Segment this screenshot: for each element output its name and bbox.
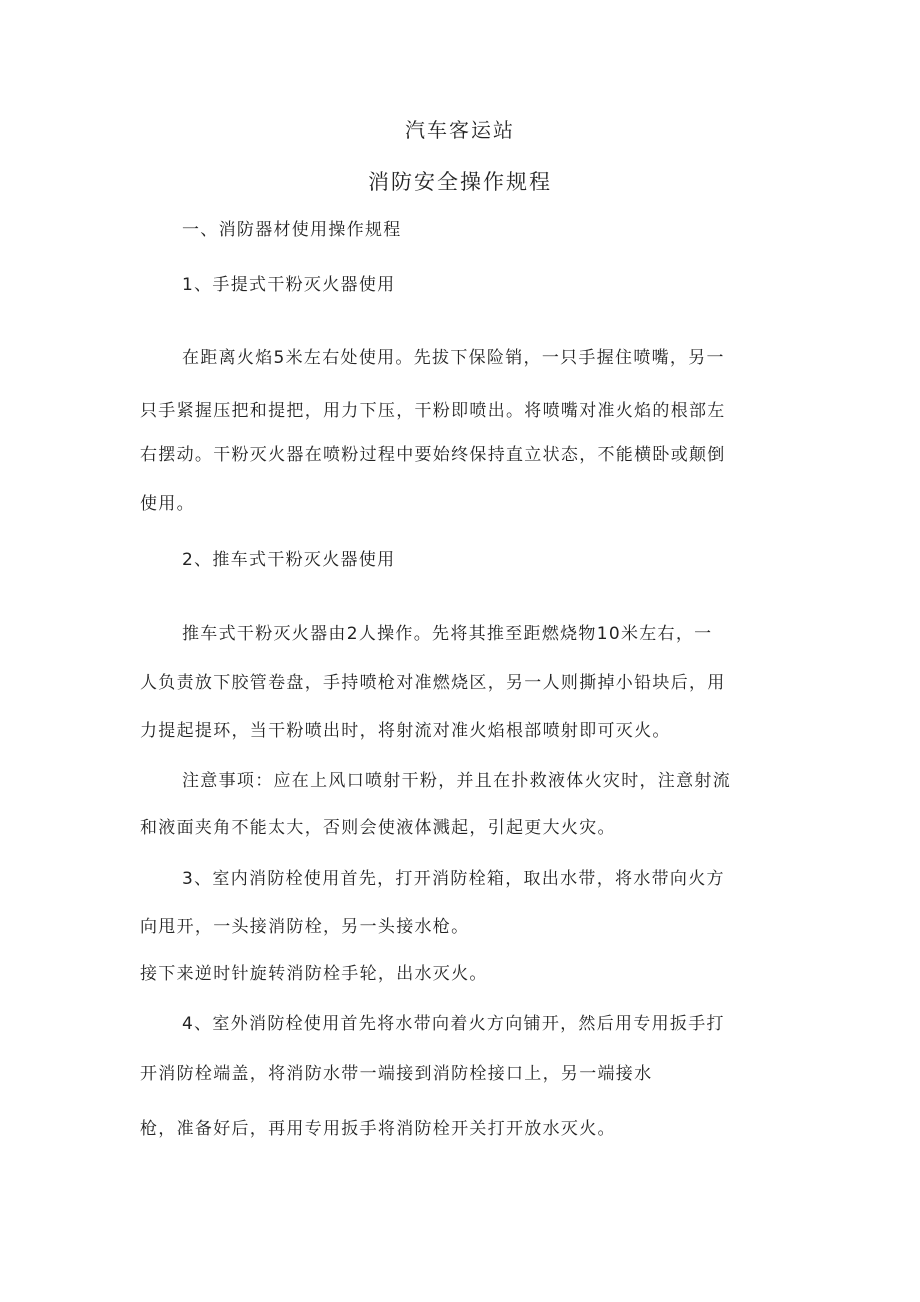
item-heading: 2、推车式干粉灭火器使用 <box>182 550 396 570</box>
notice-line: 和液面夹角不能太大，否则会使液体溅起，引起更大火灾。 <box>140 818 616 838</box>
paragraph-line: 只手紧握压把和提把，用力下压，干粉即喷出。将喷嘴对准火焰的根部左 <box>140 401 726 421</box>
paragraph-line: 枪，准备好后，再用专用扳手将消防栓开关打开放水灭火。 <box>140 1119 616 1139</box>
paragraph-line: 4、室外消防栓使用首先将水带向着火方向铺开，然后用专用扳手打 <box>182 1014 725 1034</box>
paragraph-line: 使用。 <box>140 494 195 514</box>
paragraph-line: 右摆动。干粉灭火器在喷粉过程中要始终保持直立状态，不能横卧或颠倒 <box>140 445 726 465</box>
paragraph-line: 开消防栓端盖，将消防水带一端接到消防栓接口上，另一端接水 <box>140 1064 653 1084</box>
item-heading: 1、手提式干粉灭火器使用 <box>182 275 396 295</box>
paragraph-line: 向甩开，一头接消防栓，另一头接水枪。 <box>140 917 470 937</box>
paragraph-line: 在距离火焰5米左右处使用。先拔下保险销，一只手握住喷嘴，另一 <box>182 348 725 368</box>
document-subtitle: 消防安全操作规程 <box>368 170 552 194</box>
notice-line: 注意事项：应在上风口喷射干粉，并且在扑救液体火灾时，注意射流 <box>182 771 731 791</box>
paragraph-line: 3、室内消防栓使用首先，打开消防栓箱，取出水带，将水带向火方 <box>182 869 725 889</box>
paragraph-line: 人负责放下胶管卷盘，手持喷枪对准燃烧区，另一人则撕掉小铅块后，用 <box>140 673 726 693</box>
paragraph-line: 接下来逆时针旋转消防栓手轮，出水灭火。 <box>140 964 488 984</box>
paragraph-line: 推车式干粉灭火器由2人操作。先将其推至距燃烧物10米左右，一 <box>182 624 713 644</box>
section-heading: 一、消防器材使用操作规程 <box>182 220 402 240</box>
paragraph-line: 力提起提环，当干粉喷出时，将射流对准火焰根部喷射即可灭火。 <box>140 721 671 741</box>
document-title: 汽车客运站 <box>405 118 515 142</box>
